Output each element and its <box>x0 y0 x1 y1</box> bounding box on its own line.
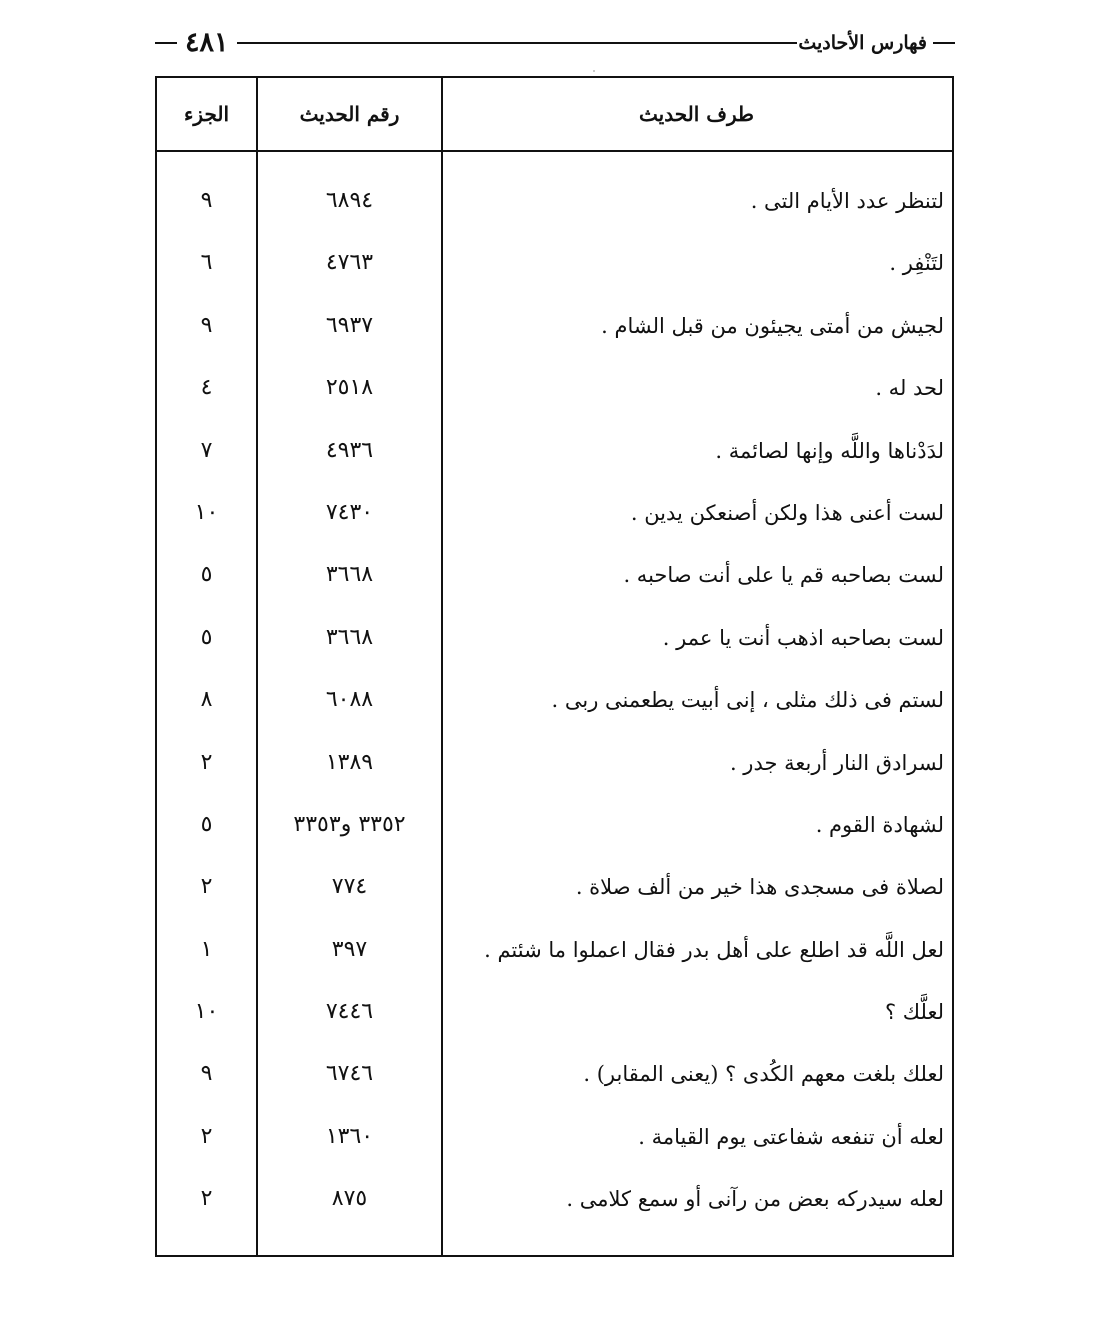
table-row <box>157 420 952 482</box>
hadith-text: لجيش من أمتى يجيئون من قبل الشام . <box>601 313 944 338</box>
hadith-text: لسرادق النار أربعة جدر . <box>729 750 944 775</box>
hadith-text: لحد له . <box>875 376 944 401</box>
hadith-text: لستم فى ذلك مثلى ، إنى أبيت يطعمنى ربى . <box>551 688 944 713</box>
hadith-number: ٤٧٦٣ <box>325 250 374 276</box>
volume-number: ٩ <box>200 1061 213 1087</box>
header-rule-left <box>155 42 177 44</box>
table-row <box>157 919 952 981</box>
table-row <box>157 544 952 606</box>
volume-number: ٩ <box>200 188 213 213</box>
header-rule-right <box>933 42 955 44</box>
header-rule-middle <box>237 42 797 44</box>
table-row <box>157 482 952 544</box>
table-row <box>157 295 952 357</box>
table-header-row <box>157 78 952 152</box>
hadith-text: لعلَّك ؟ <box>884 1000 944 1025</box>
hadith-text: لعله سيدركه بعض من رآنى أو سمع كلامى . <box>566 1187 944 1212</box>
hadith-number: ٣٦٦٨ <box>325 624 374 650</box>
hadith-number: ٣٩٧ <box>331 936 368 962</box>
hadith-number: ٧٤٤٦ <box>325 999 374 1025</box>
hadith-number: ٨٧٥ <box>331 1186 368 1212</box>
hadith-text: لست بصاحبه قم يا على أنت صاحبه . <box>623 563 944 588</box>
volume-number: ٥ <box>200 624 213 650</box>
volume-number: ٥ <box>200 562 213 588</box>
hadith-text: لعله أن تنفعه شفاعتى يوم القيامة . <box>638 1124 944 1149</box>
table-row <box>157 170 952 232</box>
table-row <box>157 1106 952 1168</box>
table-row <box>157 1168 952 1230</box>
hadith-number: ٦٧٤٦ <box>325 1061 374 1087</box>
column-header-hadith: طرف الحديث <box>639 102 754 126</box>
hadith-text: لدَدْناها واللَّه وإنها لصائمة . <box>715 438 944 463</box>
volume-number: ٥ <box>200 811 213 837</box>
hadith-number: ٤٩٣٦ <box>325 437 374 463</box>
hadith-text: لصلاة فى مسجدى هذا خير من ألف صلاة . <box>575 875 944 900</box>
volume-number: ٤ <box>200 375 213 401</box>
hadith-text: لعلك بلغت معهم الكُدى ؟ (يعنى المقابر) . <box>583 1062 944 1087</box>
volume-number: ٩ <box>200 312 213 338</box>
volume-number: ١٠ <box>194 499 219 525</box>
volume-number: ٦ <box>200 250 213 276</box>
hadith-index-table <box>155 76 954 1257</box>
table-row <box>157 669 952 731</box>
table-row <box>157 1043 952 1105</box>
volume-number: ٢ <box>200 874 213 900</box>
hadith-number: ٣٣٥٢ و٣٣٥٣ <box>293 811 406 837</box>
hadith-number: ١٣٨٩ <box>325 749 374 775</box>
volume-number: ٢ <box>200 749 213 775</box>
volume-number: ٢ <box>200 1123 213 1149</box>
table-row <box>157 856 952 918</box>
volume-number: ١ <box>200 936 213 962</box>
volume-number: ١٠ <box>194 999 219 1025</box>
table-row <box>157 607 952 669</box>
volume-number: ٢ <box>200 1186 213 1212</box>
hadith-text: لعل اللَّه قد اطلع على أهل بدر فقال اعملوا ما شئتم . <box>484 937 944 962</box>
hadith-number: ٦٨٩٤ <box>325 188 374 213</box>
hadith-number: ٧٧٤ <box>331 874 368 900</box>
table-row <box>157 732 952 794</box>
table-body <box>157 170 952 1231</box>
page-number: ٤٨١ <box>185 27 229 58</box>
scan-speck <box>593 70 595 72</box>
table-row <box>157 357 952 419</box>
column-header-volume: الجزء <box>184 102 229 126</box>
hadith-text: لشهادة القوم . <box>815 812 944 837</box>
hadith-number: ٦٠٨٨ <box>325 687 374 713</box>
table-row <box>157 794 952 856</box>
running-header <box>155 26 955 60</box>
volume-number: ٨ <box>200 687 213 713</box>
column-header-number: رقم الحديث <box>299 102 400 126</box>
hadith-number: ٣٦٦٨ <box>325 562 374 588</box>
hadith-text: لست بصاحبه اذهب أنت يا عمر . <box>662 625 944 650</box>
hadith-text: لتنظر عدد الأيام التى . <box>750 189 944 213</box>
hadith-text: لست أعنى هذا ولكن أصنعكن يدين . <box>630 500 944 525</box>
table-row <box>157 232 952 294</box>
hadith-number: ٦٩٣٧ <box>325 312 374 338</box>
hadith-number: ١٣٦٠ <box>325 1123 374 1149</box>
volume-number: ٧ <box>200 437 213 463</box>
table-row <box>157 981 952 1043</box>
hadith-text: لتَنْفِر . <box>889 251 944 276</box>
hadith-number: ٢٥١٨ <box>325 375 374 401</box>
header-title: فهارس الأحاديث <box>798 32 927 54</box>
hadith-number: ٧٤٣٠ <box>325 499 374 525</box>
